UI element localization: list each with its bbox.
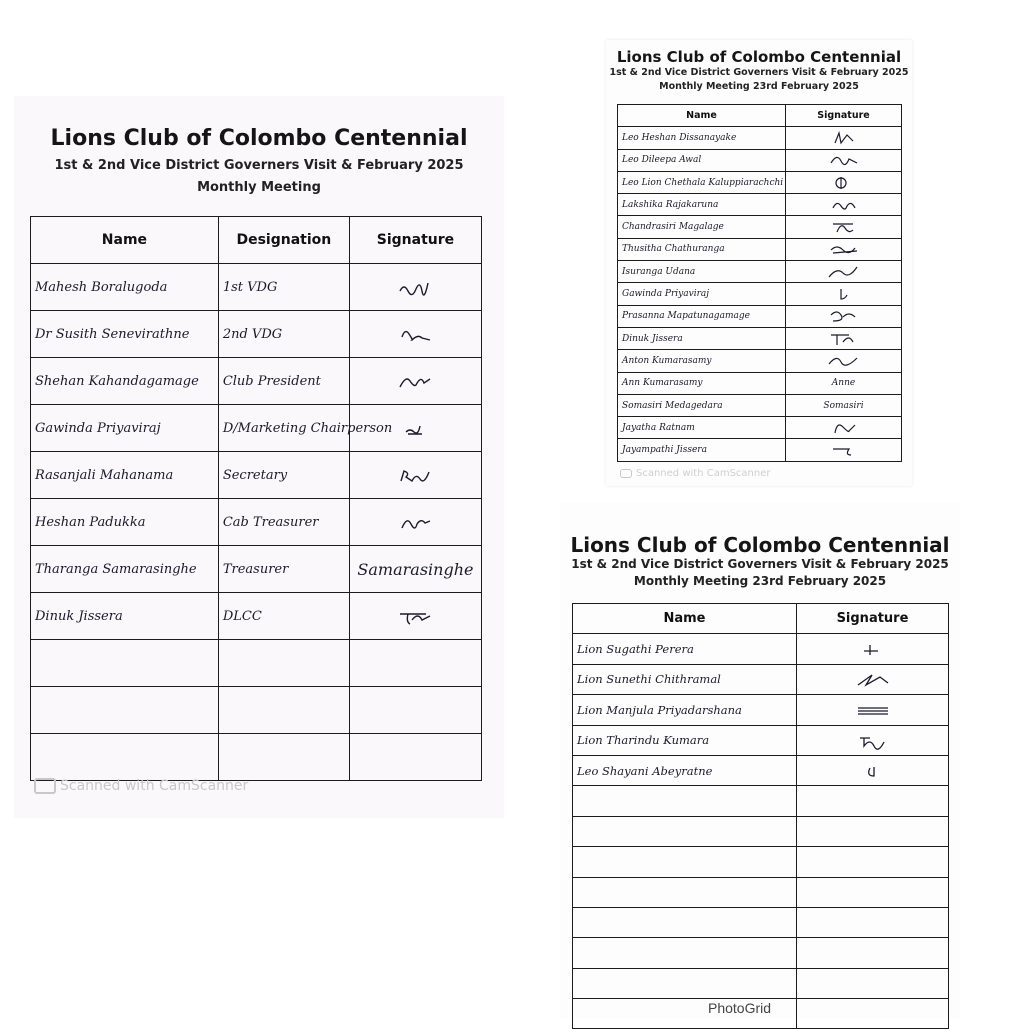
attendance-table	[617, 104, 902, 462]
signature-cell	[786, 327, 902, 349]
column-header-name: Name	[573, 604, 797, 634]
signature-cell	[797, 877, 949, 907]
sheet-subtitle-meeting: Monthly Meeting 23rd February 2025	[633, 574, 887, 588]
signature-cell	[349, 358, 481, 405]
signature-cell	[786, 171, 902, 193]
sheet-subtitle: 1st & 2nd Vice District Governers Visit & February 2025	[54, 158, 464, 173]
table-row	[573, 816, 949, 846]
name-cell	[573, 877, 797, 907]
name-cell: Heshan Padukka	[31, 499, 219, 546]
signature-mark	[398, 328, 432, 342]
signature-mark	[827, 131, 861, 145]
sheet-subtitle: 1st & 2nd Vice District Governers Visit & February 2025	[609, 67, 909, 78]
column-header-designation: Designation	[218, 217, 349, 264]
name-cell: Jayatha Ratnam	[618, 417, 786, 439]
name-cell: Mahesh Boralugoda	[31, 264, 219, 311]
signature-mark	[827, 198, 861, 212]
table-row	[573, 664, 949, 694]
table-row	[31, 546, 482, 593]
signature-cell	[349, 499, 481, 546]
signature-cell	[797, 816, 949, 846]
attendance-sheet-monthly-meeting-1	[606, 40, 912, 486]
name-cell: Thusitha Chathuranga	[618, 238, 786, 260]
column-header-signature: Signature	[786, 105, 902, 127]
table-row	[573, 847, 949, 877]
signature-mark	[856, 734, 890, 748]
designation-cell: 2nd VDG	[218, 311, 349, 358]
name-cell	[573, 938, 797, 968]
sheet-subtitle-meeting: Monthly Meeting	[197, 180, 321, 195]
name-cell: Rasanjali Mahanama	[31, 452, 219, 499]
table-row	[31, 640, 482, 687]
name-cell: Isuranga Udana	[618, 261, 786, 283]
signature-cell: Somasiri	[786, 394, 902, 416]
table-row	[573, 755, 949, 785]
attendance-table	[572, 603, 949, 1029]
table-row	[618, 417, 902, 439]
signature-mark	[827, 332, 861, 346]
signature-cell	[349, 640, 481, 687]
attendance-table	[30, 216, 482, 781]
column-header-signature: Signature	[349, 217, 481, 264]
name-cell: Ann Kumarasamy	[618, 372, 786, 394]
name-cell: Jayampathi Jissera	[618, 439, 786, 461]
table-row	[31, 264, 482, 311]
name-cell: Lion Sunethi Chithramal	[573, 664, 797, 694]
signature-mark	[827, 153, 861, 167]
name-cell: Lion Tharindu Kumara	[573, 725, 797, 755]
signature-cell	[786, 127, 902, 149]
name-cell: Somasiri Medagedara	[618, 394, 786, 416]
table-row	[618, 372, 902, 394]
table-row	[31, 311, 482, 358]
camscanner-watermark	[620, 468, 771, 479]
signature-mark	[398, 375, 432, 389]
signature-cell	[797, 725, 949, 755]
table-row	[573, 634, 949, 664]
name-cell: Tharanga Samarasinghe	[31, 546, 219, 593]
table-row	[618, 216, 902, 238]
signature-cell: Anne	[786, 372, 902, 394]
name-cell: Lion Manjula Priyadarshana	[573, 695, 797, 725]
signature-cell	[786, 194, 902, 216]
name-cell	[573, 786, 797, 816]
signature-mark	[827, 421, 861, 435]
signature-cell	[786, 283, 902, 305]
name-cell: Lion Sugathi Perera	[573, 634, 797, 664]
signature-mark	[856, 704, 890, 718]
camscanner-icon	[620, 469, 632, 478]
signature-cell	[786, 238, 902, 260]
signature-cell	[349, 311, 481, 358]
signature-cell: Samarasinghe	[349, 546, 481, 593]
name-cell: Gawinda Priyaviraj	[618, 283, 786, 305]
signature-mark	[398, 469, 432, 483]
table-row	[618, 283, 902, 305]
signature-mark	[398, 610, 432, 624]
name-cell: Leo Heshan Dissanayake	[618, 127, 786, 149]
table-row	[618, 149, 902, 171]
signature-cell	[797, 968, 949, 998]
name-cell: Dinuk Jissera	[31, 593, 219, 640]
sheet-title: Lions Club of Colombo Centennial	[570, 533, 950, 557]
table-row	[573, 786, 949, 816]
designation-cell	[218, 640, 349, 687]
table-row	[573, 725, 949, 755]
signature-cell	[797, 695, 949, 725]
designation-cell	[218, 687, 349, 734]
name-cell: Leo Lion Chethala Kaluppiarachchi	[618, 171, 786, 193]
camscanner-icon	[34, 778, 56, 794]
signature-cell	[786, 439, 902, 461]
table-row	[618, 327, 902, 349]
name-cell: Chandrasiri Magalage	[618, 216, 786, 238]
column-header-name: Name	[31, 217, 219, 264]
table-row	[31, 593, 482, 640]
photogrid-watermark: PhotoGrid	[708, 1000, 772, 1016]
signature-cell	[786, 350, 902, 372]
table-row	[31, 358, 482, 405]
signature-cell	[797, 999, 949, 1029]
signature-cell	[797, 755, 949, 785]
signature-cell	[797, 938, 949, 968]
camscanner-watermark	[34, 778, 248, 794]
watermark-text: Scanned with CamScanner	[636, 468, 771, 479]
name-cell	[573, 847, 797, 877]
signature-cell	[797, 634, 949, 664]
table-row	[31, 499, 482, 546]
name-cell: Shehan Kahandagamage	[31, 358, 219, 405]
designation-cell: DLCC	[218, 593, 349, 640]
name-cell	[573, 907, 797, 937]
signature-mark	[827, 287, 861, 301]
table-row	[618, 171, 902, 193]
signature-mark	[827, 443, 861, 457]
name-cell	[573, 968, 797, 998]
name-cell	[573, 816, 797, 846]
signature-cell	[349, 593, 481, 640]
table-row	[618, 261, 902, 283]
column-header-name: Name	[618, 105, 786, 127]
column-header-signature: Signature	[797, 604, 949, 634]
table-row	[618, 350, 902, 372]
signature-cell	[349, 452, 481, 499]
signature-cell	[786, 149, 902, 171]
name-cell	[31, 640, 219, 687]
table-row	[618, 439, 902, 461]
table-row	[573, 938, 949, 968]
signature-mark	[827, 176, 861, 190]
table-row	[31, 734, 482, 781]
signature-cell	[797, 847, 949, 877]
signature-cell	[786, 216, 902, 238]
table-row	[618, 127, 902, 149]
table-row	[31, 405, 482, 452]
sheet-subtitle-meeting: Monthly Meeting 23rd February 2025	[659, 81, 859, 92]
designation-cell	[218, 734, 349, 781]
table-row	[573, 877, 949, 907]
name-cell: Gawinda Priyaviraj	[31, 405, 219, 452]
attendance-sheet-district-visit	[14, 96, 504, 818]
table-row	[573, 695, 949, 725]
name-cell: Anton Kumarasamy	[618, 350, 786, 372]
signature-cell	[786, 305, 902, 327]
signature-mark	[398, 516, 432, 530]
signature-mark	[827, 309, 861, 323]
signature-mark	[827, 265, 861, 279]
table-row	[618, 194, 902, 216]
signature-cell	[786, 417, 902, 439]
table-row	[573, 968, 949, 998]
designation-cell: Club President	[218, 358, 349, 405]
name-cell: Leo Shayani Abeyratne	[573, 755, 797, 785]
sheet-title: Lions Club of Colombo Centennial	[616, 48, 902, 66]
signature-mark	[827, 354, 861, 368]
table-row	[31, 452, 482, 499]
table-row	[573, 907, 949, 937]
name-cell	[31, 734, 219, 781]
signature-mark	[398, 422, 432, 436]
name-cell: Lakshika Rajakaruna	[618, 194, 786, 216]
table-row	[618, 305, 902, 327]
name-cell: Prasanna Mapatunagamage	[618, 305, 786, 327]
name-cell: Dr Susith Senevirathne	[31, 311, 219, 358]
watermark-text: Scanned with CamScanner	[60, 778, 249, 794]
signature-cell	[786, 261, 902, 283]
name-cell: Leo Dileepa Awal	[618, 149, 786, 171]
signature-cell	[797, 786, 949, 816]
name-cell: Dinuk Jissera	[618, 327, 786, 349]
signature-mark	[398, 281, 432, 295]
table-row	[31, 687, 482, 734]
signature-cell	[349, 734, 481, 781]
sheet-title: Lions Club of Colombo Centennial	[50, 126, 468, 151]
signature-cell	[797, 664, 949, 694]
designation-cell: Secretary	[218, 452, 349, 499]
table-row	[618, 394, 902, 416]
designation-cell: Cab Treasurer	[218, 499, 349, 546]
signature-cell	[349, 687, 481, 734]
attendance-sheet-monthly-meeting-2	[560, 503, 960, 1019]
signature-mark	[856, 765, 890, 779]
sheet-subtitle: 1st & 2nd Vice District Governers Visit & February 2025	[571, 557, 949, 571]
name-cell	[31, 687, 219, 734]
signature-mark	[856, 643, 890, 657]
signature-cell	[797, 907, 949, 937]
signature-mark	[827, 220, 861, 234]
designation-cell: D/Marketing Chairperson	[218, 405, 349, 452]
designation-cell: 1st VDG	[218, 264, 349, 311]
signature-mark	[856, 673, 890, 687]
table-row	[618, 238, 902, 260]
designation-cell: Treasurer	[218, 546, 349, 593]
signature-mark	[827, 242, 861, 256]
signature-cell	[349, 264, 481, 311]
